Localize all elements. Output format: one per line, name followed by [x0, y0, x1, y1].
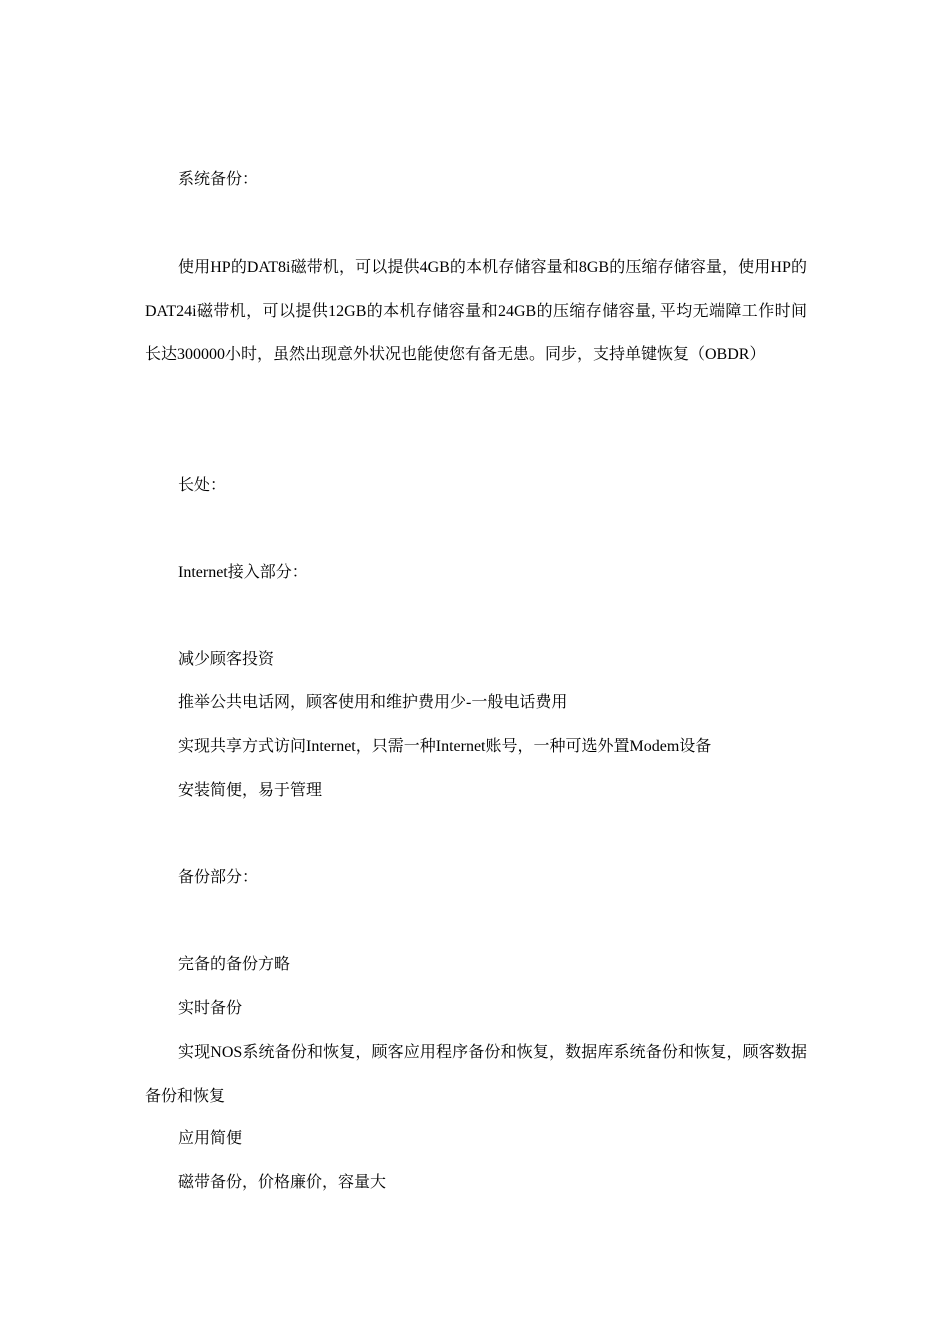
backup-section-heading: 备份部分：	[178, 869, 259, 886]
system-backup-heading: 系统备份：	[178, 171, 259, 188]
backup-item: 实时备份	[178, 1000, 243, 1017]
advantages-heading: 长处：	[178, 477, 227, 494]
internet-section-heading: Internet接入部分：	[178, 564, 308, 581]
system-backup-paragraph: 使用HP的DAT8i磁带机，可以提供4GB的本机存储容量和8GB的压缩存储容量，使用HP的DAT24i磁带机，可以提供12GB的本机存储容量和24GB的压缩存储容量, 平均无端障工作时间长达300000小时，虽然出现意外状况也能使您有备无患。同步，支持单键恢复（OBDR）	[145, 259, 807, 364]
backup-item: 应用简便	[178, 1130, 243, 1147]
backup-long-item: 实现NOS系统备份和恢复，顾客应用程序备份和恢复，数据库系统备份和恢复，顾客数据备份和恢复	[145, 1044, 807, 1105]
backup-item: 完备的备份方略	[178, 956, 291, 973]
internet-item: 实现共享方式访问Internet，只需一种Internet账号，一种可选外置Modem设备	[178, 738, 712, 755]
internet-item: 推举公共电话网，顾客使用和维护费用少-一般电话费用	[178, 694, 568, 711]
internet-item: 减少顾客投资	[178, 651, 275, 668]
backup-item: 磁带备份，价格廉价，容量大	[178, 1174, 387, 1191]
internet-item: 安装简便，易于管理	[178, 782, 323, 799]
